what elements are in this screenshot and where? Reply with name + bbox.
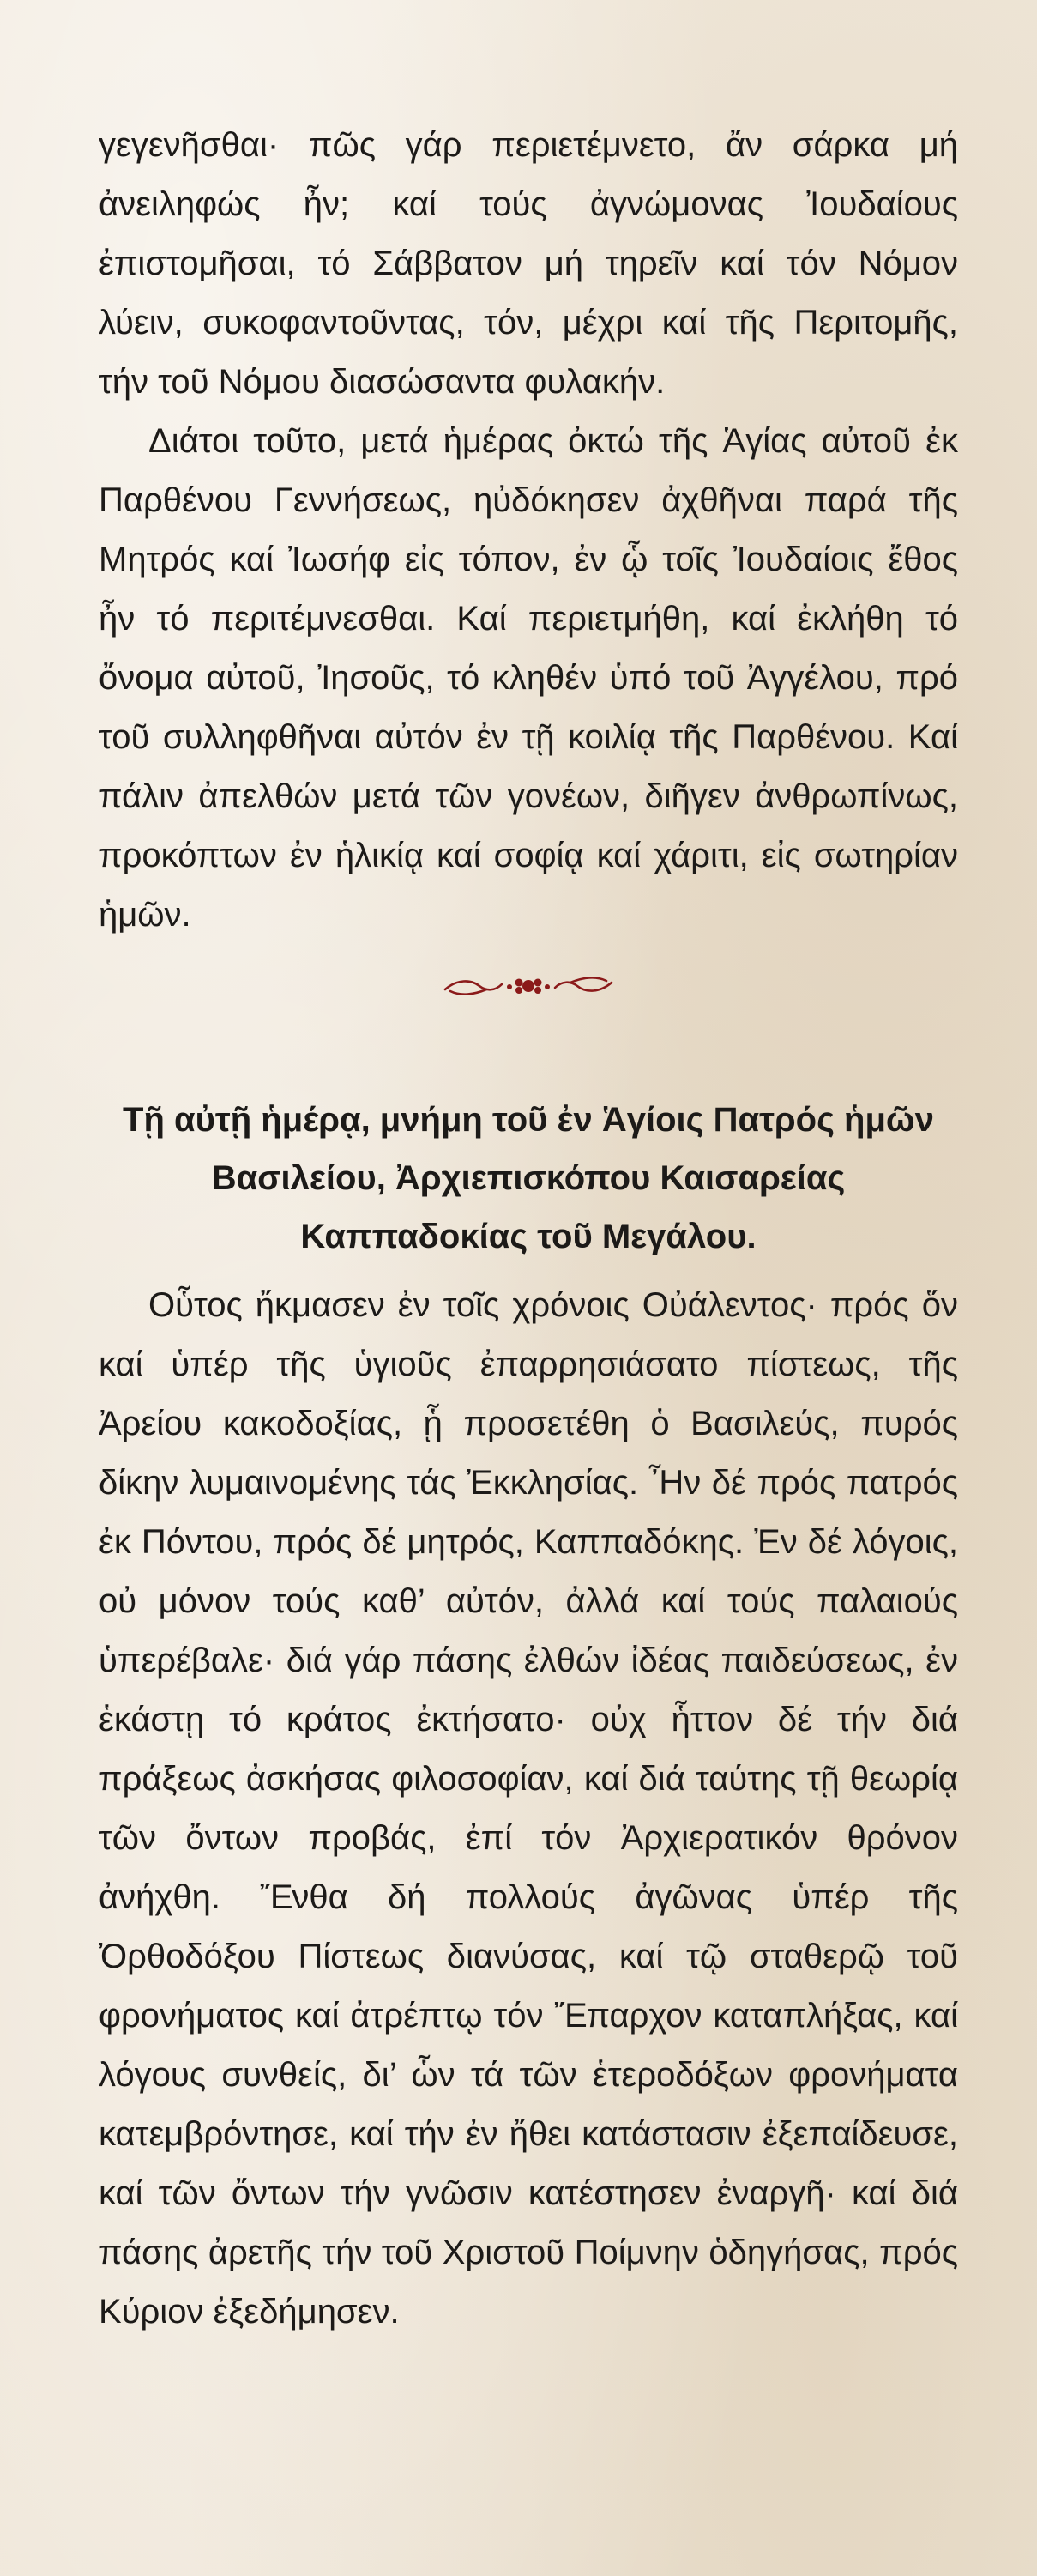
floral-ornament-icon: [99, 971, 958, 1005]
paragraph-circumcision-eighth-day: Διάτοι τοῦτο, μετά ἡμέρας ὀκτώ τῆς Ἁγίας αὐτοῦ ἐκ Παρθένου Γεννήσεως, ηὐδόκησεν ἀχθῆναι παρά τῆς Μητρός καί Ἰωσήφ εἰς τόπον, ἐν ᾧ τοῖς Ἰουδαίοις ἔθος ἦν τό περιτέμνεσθαι. Καί περιετμήθη, καί ἐκλήθη τό ὄνομα αὐτοῦ, Ἰησοῦς, τό κληθέν ὑπό τοῦ Ἀγγέλου, πρό τοῦ συλληφθῆναι αὐτόν ἐν τῇ κοιλίᾳ τῆς Παρθένου. Καί πάλιν ἀπελθών μετά τῶν γονέων, διῆγεν ἀνθρωπίνως, προκόπτων ἐν ἡλικίᾳ καί σοφίᾳ καί χάριτι, εἰς σωτηρίαν ἡμῶν.: [99, 422, 958, 934]
paragraph-circumcision-continued: γεγενῆσθαι· πῶς γάρ περιετέμνετο, ἄν σάρκα μή ἀνειληφώς ἦν; καί τούς ἀγνώμονας Ἰουδαίους ἐπιστομῆσαι, τό Σάββατον μή τηρεῖν καί τόν Νόμον λύειν, συκοφαντοῦντας, τόν, μέχρι καί τῆς Περιτομῆς, τήν τοῦ Νόμου διασώσαντα φυλακήν.: [99, 126, 958, 401]
paragraph-basil-life: Οὗτος ἤκμασεν ἐν τοῖς χρόνοις Οὐάλεντος· πρός ὅν καί ὑπέρ τῆς ὑγιοῦς ἐπαρρησιάσατο πίστεως, τῆς Ἀρείου κακοδοξίας, ᾗ προσετέθη ὁ Βασιλεύς, πυρός δίκην λυμαινομένης τάς Ἐκκλησίας. Ἦν δέ πρός πατρός ἐκ Πόντου, πρός δέ μητρός, Καππαδόκης. Ἐν δέ λόγοις, οὐ μόνον τούς καθ’ αὐτόν, ἀλλά καί τούς παλαιούς ὑπερέβαλε· διά γάρ πάσης ἐλθών ἰδέας παιδεύσεως, ἐν ἑκάστῃ τό κράτος ἐκτήσατο· οὐχ ἧττον δέ τήν διά πράξεως ἀσκήσας φιλοσοφίαν, καί διά ταύτης τῇ θεωρίᾳ τῶν ὄντων προβάς, ἐπί τόν Ἀρχιερατικόν θρόνον ἀνήχθη. Ἔνθα δή πολλούς ἀγῶνας ὑπέρ τῆς Ὀρθοδόξου Πίστεως διανύσας, καί τῷ σταθερῷ τοῦ φρονήματος καί ἀτρέπτῳ τόν Ἔπαρχον καταπλήξας, καί λόγους συνθείς, δι’ ὧν τά τῶν ἑτεροδόξων φρονήματα κατεμβρόντησε, καί τήν ἐν ἤθει κατάστασιν ἐξεπαίδευσε, καί τῶν ὄντων τήν γνῶσιν κατέστησεν ἐναργῆ· καί διά πάσης ἀρετῆς τήν τοῦ Χριστοῦ Ποίμνην ὁδηγήσας, πρός Κύριον ἐξεδήμησεν.: [99, 1286, 958, 2331]
commemoration-heading: Τῇ αὐτῇ ἡμέρᾳ, μνήμη τοῦ ἐν Ἁγίοις Πατρός ἡμῶν Βασιλείου, Ἀρχιεπισκόπου Καισαρείας Καππαδοκίας τοῦ Μεγάλου.: [123, 1101, 934, 1255]
